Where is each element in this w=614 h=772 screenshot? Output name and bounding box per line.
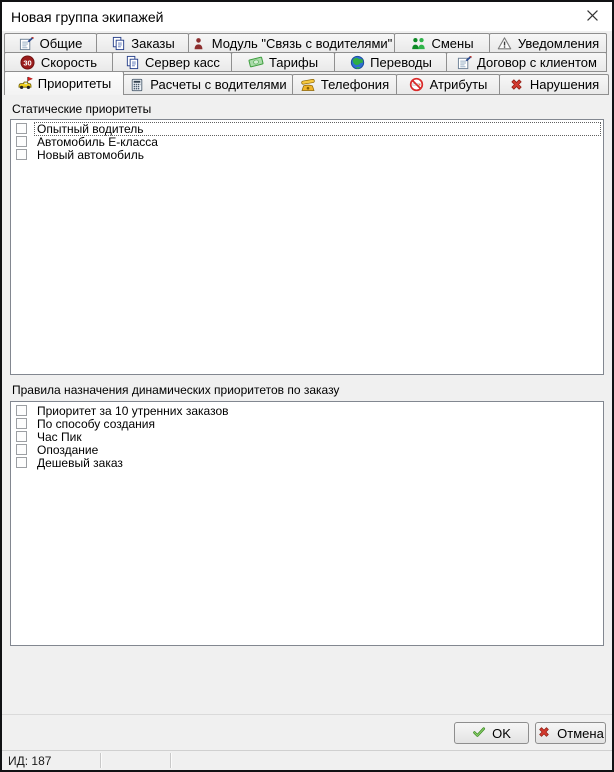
list-item-label: По способу создания [37,416,155,431]
tab-label: Заказы [131,35,175,51]
copy-icon [124,54,140,70]
tab-label: Договор с клиентом [477,54,597,70]
checkbox[interactable] [16,149,27,160]
tab-row-1 [4,33,610,53]
ok-button-label: OK [492,725,511,741]
checkbox[interactable] [16,418,27,429]
tab-label: Скорость [40,54,98,70]
list-item-label: Опоздание [37,442,99,457]
dynamic-priorities-label: Правила назначения динамических приоритетов по заказу [12,383,340,397]
tab-driver-settlements[interactable] [123,74,293,95]
tab-orders[interactable] [96,33,189,53]
close-button[interactable] [572,2,612,31]
tab-telephony[interactable] [292,74,397,95]
form-icon [19,35,35,51]
violation-x-icon [509,77,525,93]
tab-label: Уведомления [517,35,600,51]
list-item-label: Час Пик [37,429,82,444]
tab-violations[interactable] [499,74,609,95]
tab-notifications[interactable] [489,33,607,53]
checkbox[interactable] [16,431,27,442]
tab-row-2 [4,52,610,72]
no-smoking-icon [409,77,425,93]
list-item[interactable] [11,122,603,135]
svg-text:30: 30 [23,57,33,67]
tab-label: Смены [431,35,474,51]
dynamic-priorities-list[interactable] [10,401,604,646]
copy-icon [110,35,126,51]
tab-label: Сервер касс [145,54,220,70]
statusbar-separator [170,753,172,768]
list-item-label: Опытный водитель [34,122,601,136]
list-item[interactable] [11,430,603,443]
list-item[interactable] [11,404,603,417]
tab-label: Приоритеты [37,76,112,91]
close-icon [587,8,598,26]
list-item-label: Дешевый заказ [37,455,123,470]
tab-attributes[interactable] [396,74,500,95]
cancel-x-icon [537,725,551,742]
tab-label: Модуль "Связь с водителями" [211,35,393,51]
tab-shifts[interactable] [394,33,490,53]
checkbox[interactable] [16,457,27,468]
speed-30-icon [20,54,36,70]
warning-icon [497,35,513,51]
statusbar-separator [100,753,102,768]
tab-cash-server[interactable] [112,52,232,72]
list-item[interactable] [11,148,603,161]
window-title: Новая группа экипажей [11,8,164,25]
tab-transfers[interactable] [334,52,447,72]
tab-label: Общие [39,35,83,51]
status-id-text: ИД: 187 [8,753,52,768]
list-item-label: Автомобиль Е-класса [37,134,158,149]
person-icon [191,35,207,51]
checkbox[interactable] [16,123,27,134]
tab-tariffs[interactable] [231,52,335,72]
cancel-button-label: Отмена [557,725,604,741]
list-item-label: Приоритет за 10 утренних заказов [37,403,229,418]
tab-page-priorities [2,95,612,714]
calculator-icon [129,77,145,93]
checkbox[interactable] [16,444,27,455]
money-icon [248,54,264,70]
cancel-button[interactable] [535,722,606,744]
tab-priorities[interactable] [4,71,124,95]
tab-client-contract[interactable] [446,52,607,72]
list-item[interactable] [11,443,603,456]
list-item[interactable] [11,456,603,469]
people-icon [410,35,426,51]
tab-general[interactable] [4,33,97,53]
tab-speed[interactable] [4,52,113,72]
button-bar [2,714,612,750]
checkbox[interactable] [16,405,27,416]
tab-row-3 [4,71,610,95]
tab-label: Переводы [370,54,432,70]
globe-icon [349,54,365,70]
tab-label: Атрибуты [429,77,488,92]
ok-button[interactable] [454,722,529,744]
tab-strip [2,31,612,95]
list-item[interactable] [11,135,603,148]
taxi-flag-icon [17,76,33,92]
tab-label: Расчеты с водителями [150,77,287,92]
tab-driver-link-module[interactable] [188,33,395,53]
title-bar [2,2,612,31]
checkbox[interactable] [16,136,27,147]
status-bar [2,750,612,770]
phone-icon [300,77,316,93]
list-item-label: Новый автомобиль [37,147,144,162]
ok-check-icon [472,725,486,742]
form-icon [456,54,472,70]
tab-label: Телефония [320,77,390,92]
static-priorities-label: Статические приоритеты [12,102,152,116]
tab-label: Тарифы [268,54,319,70]
static-priorities-list[interactable] [10,119,604,375]
list-item[interactable] [11,417,603,430]
tab-label: Нарушения [529,77,600,92]
